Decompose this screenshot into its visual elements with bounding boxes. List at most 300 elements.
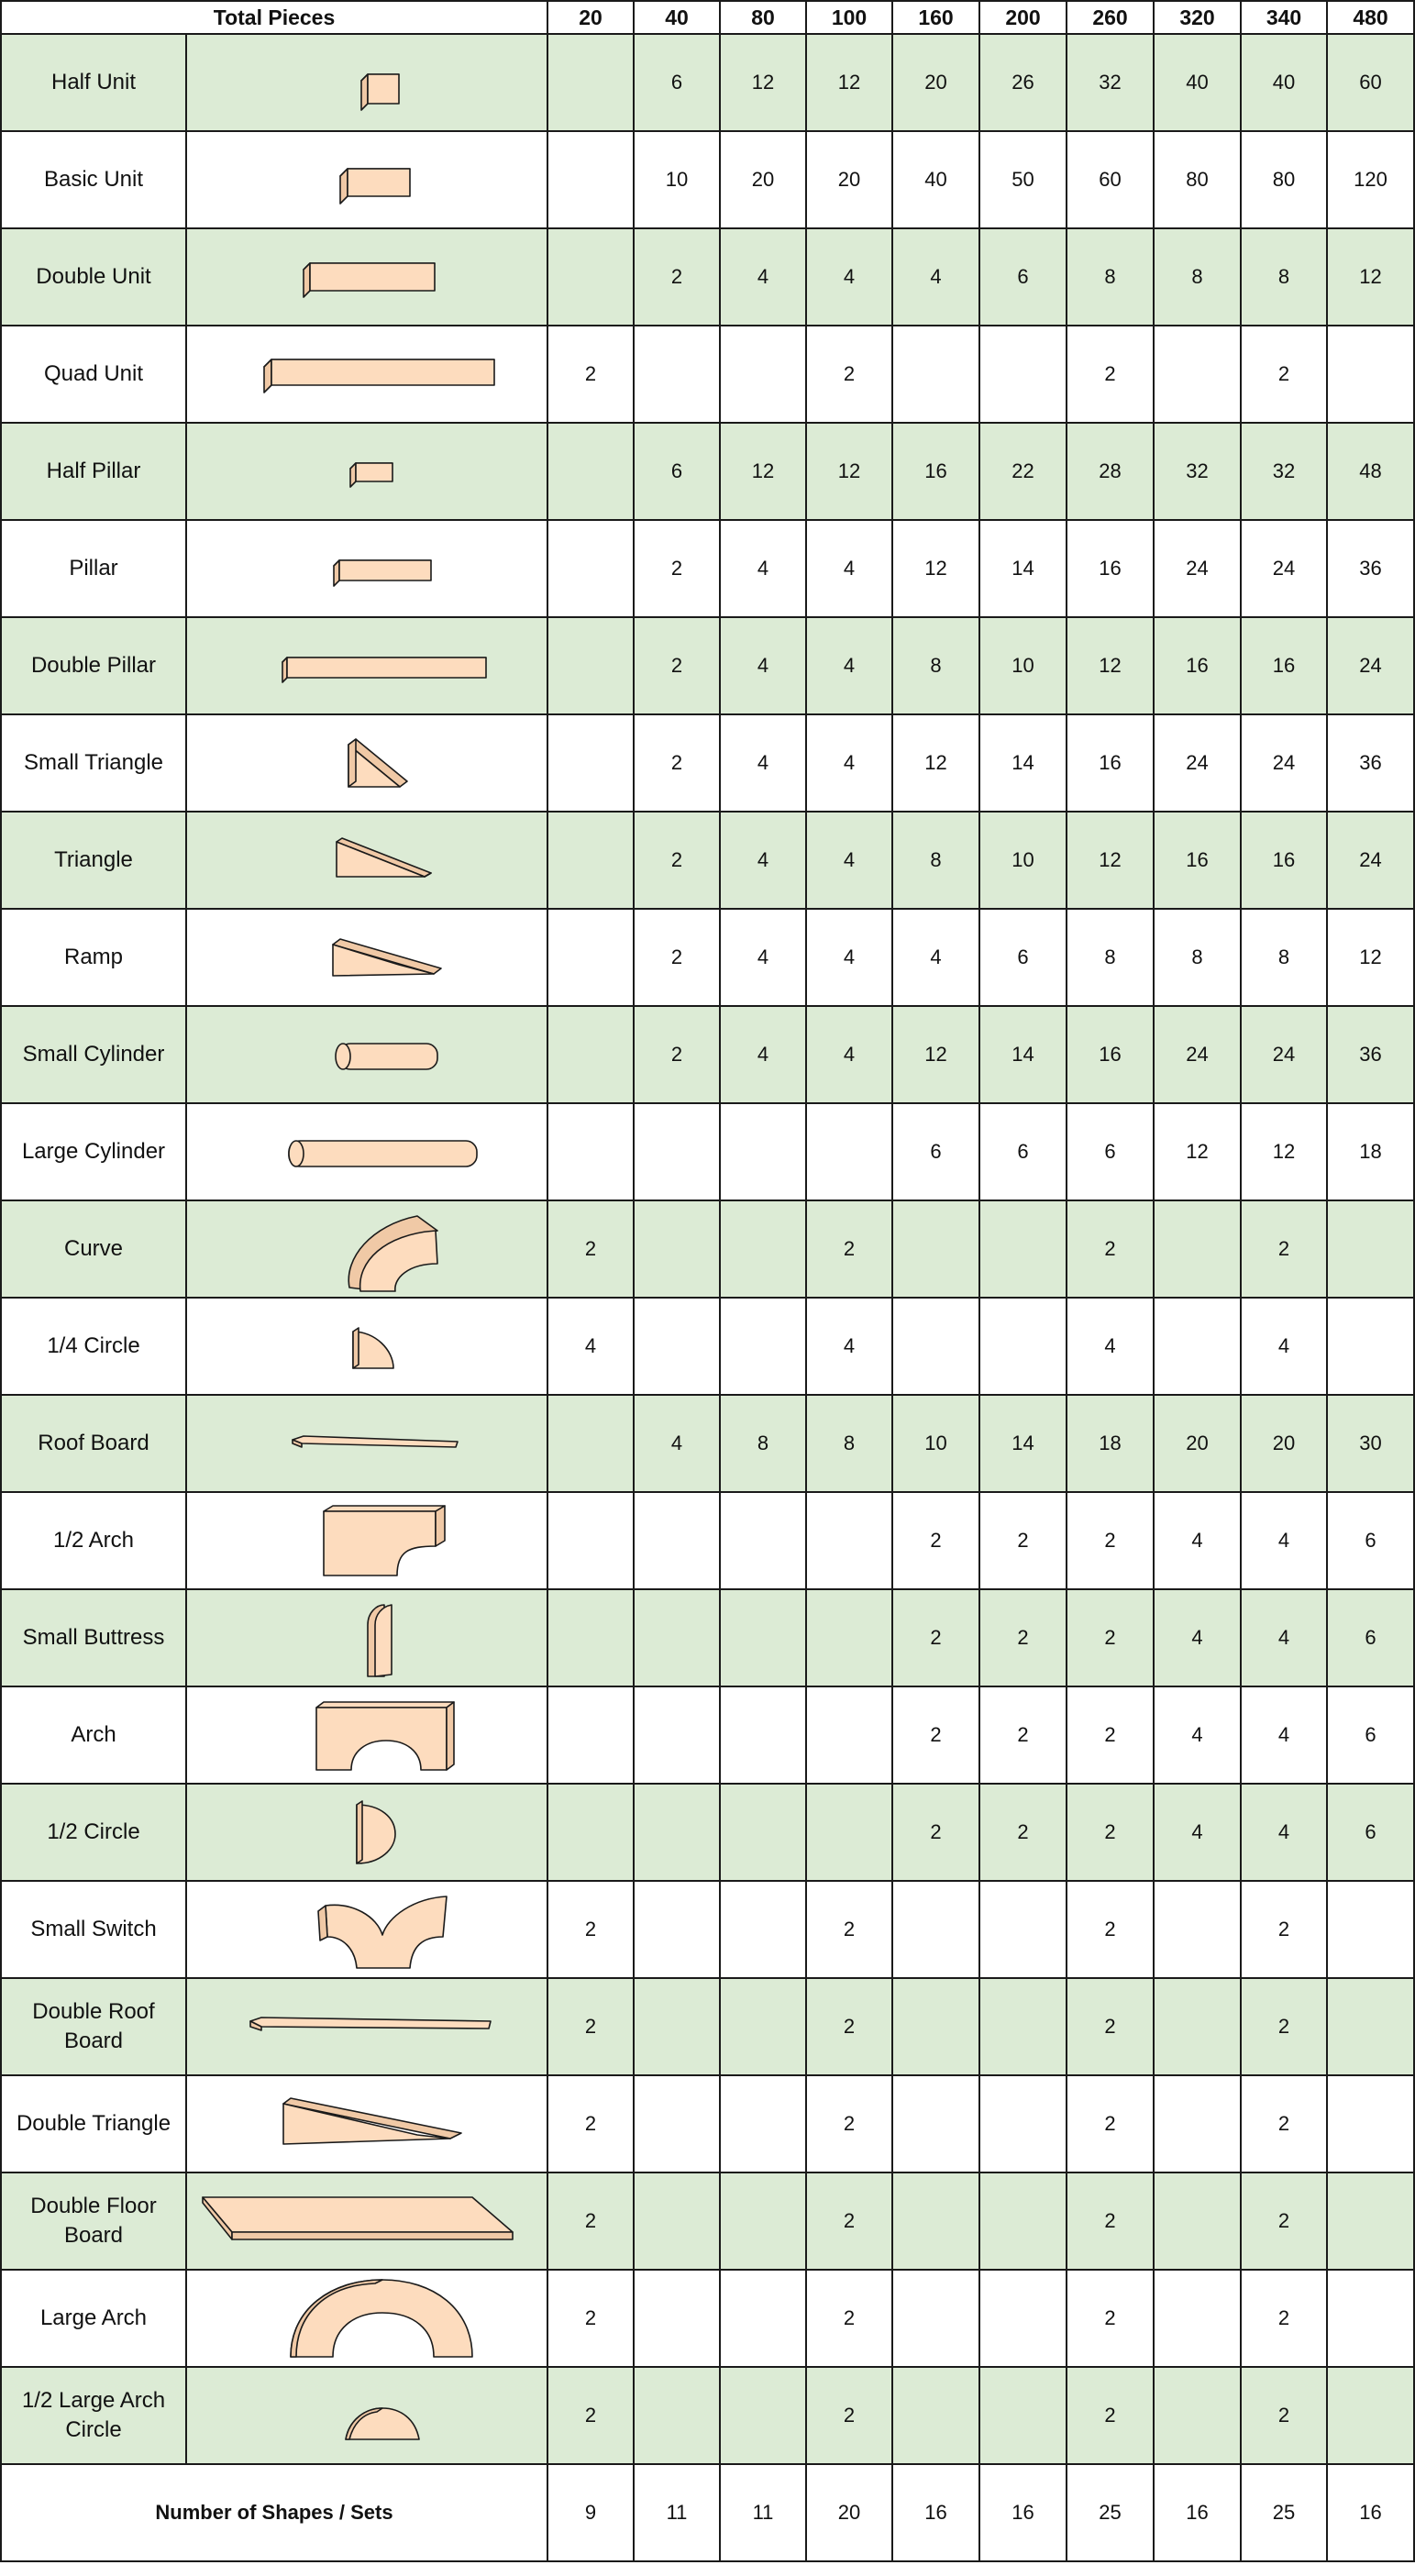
count-cell: 6 [979,228,1067,326]
count-cell [1154,1881,1241,1978]
count-cell: 4 [720,909,806,1006]
piece-shape-cell [186,1103,547,1200]
count-cell: 30 [1327,1395,1414,1492]
count-cell [720,1589,806,1686]
count-cell: 20 [806,131,892,228]
count-cell: 2 [1241,2075,1327,2172]
total-cell: 20 [806,2464,892,2561]
count-cell: 20 [720,131,806,228]
count-cell: 6 [1327,1589,1414,1686]
count-cell: 2 [1241,2172,1327,2270]
total-cell: 25 [1241,2464,1327,2561]
set-header: 480 [1327,1,1414,34]
count-cell: 2 [1067,2270,1154,2367]
piece-name: Double Unit [1,228,186,326]
table-row [1,2075,1414,2172]
table-row [1,326,1414,423]
set-header: 200 [979,1,1067,34]
count-cell: 12 [1241,1103,1327,1200]
count-cell: 6 [634,423,720,520]
total-cell: 11 [634,2464,720,2561]
piece-shape-cell [186,1589,547,1686]
count-cell: 16 [892,423,979,520]
table-row [1,520,1414,617]
count-cell: 2 [634,228,720,326]
table-row [1,2172,1414,2270]
table-row [1,131,1414,228]
piece-shape-cell [186,423,547,520]
set-header: 160 [892,1,979,34]
count-cell: 40 [1241,34,1327,131]
count-cell [892,1978,979,2075]
piece-name: Large Arch [1,2270,186,2367]
count-cell [634,1686,720,1784]
count-cell: 2 [547,1881,634,1978]
count-cell: 4 [720,714,806,812]
count-cell [547,909,634,1006]
count-cell: 2 [634,909,720,1006]
count-cell: 24 [1241,714,1327,812]
piece-name: 1/2 Circle [1,1784,186,1881]
count-cell [547,812,634,909]
piece-name: Half Unit [1,34,186,131]
count-cell [547,1492,634,1589]
count-cell: 48 [1327,423,1414,520]
count-cell: 80 [1154,131,1241,228]
large-cylinder-icon [188,1106,546,1198]
count-cell: 4 [720,1006,806,1103]
count-cell: 8 [1154,228,1241,326]
count-cell [892,1200,979,1298]
piece-name: 1/2 Arch [1,1492,186,1589]
table-row [1,228,1414,326]
count-cell [1327,326,1414,423]
arch-icon [188,1689,546,1781]
count-cell: 26 [979,34,1067,131]
count-cell: 2 [547,2270,634,2367]
table-row [1,617,1414,714]
count-cell: 2 [634,617,720,714]
piece-name: Small Cylinder [1,1006,186,1103]
double-triangle-icon [188,2078,546,2170]
set-header: 40 [634,1,720,34]
count-cell: 4 [1241,1784,1327,1881]
count-cell [1154,1298,1241,1395]
count-cell [547,1784,634,1881]
count-cell: 12 [1067,617,1154,714]
count-cell: 4 [806,909,892,1006]
double-unit-icon [188,231,546,323]
table-row [1,1784,1414,1881]
piece-shape-cell [186,2075,547,2172]
count-cell: 12 [892,714,979,812]
count-cell [720,326,806,423]
count-cell: 36 [1327,520,1414,617]
count-cell: 4 [806,1006,892,1103]
count-cell: 4 [1241,1589,1327,1686]
count-cell: 2 [806,2075,892,2172]
piece-name: Curve [1,1200,186,1298]
count-cell: 2 [892,1492,979,1589]
totals-label: Number of Shapes / Sets [1,2464,547,2561]
count-cell: 2 [1067,2367,1154,2464]
count-cell: 2 [806,2270,892,2367]
count-cell [979,1978,1067,2075]
count-cell: 2 [547,326,634,423]
count-cell: 4 [1154,1589,1241,1686]
count-cell [634,1200,720,1298]
curve-icon [188,1203,546,1295]
half-pillar-icon [188,426,546,517]
count-cell: 2 [806,2172,892,2270]
count-cell: 8 [806,1395,892,1492]
count-cell: 2 [892,1686,979,1784]
table-row [1,1978,1414,2075]
small-buttress-icon [188,1592,546,1684]
count-cell: 4 [892,909,979,1006]
count-cell [1154,2367,1241,2464]
count-cell [979,2075,1067,2172]
count-cell: 4 [806,520,892,617]
count-cell: 2 [806,2367,892,2464]
count-cell: 2 [1067,1200,1154,1298]
count-cell [547,131,634,228]
count-cell: 16 [1154,812,1241,909]
piece-shape-cell [186,2172,547,2270]
count-cell: 4 [806,1298,892,1395]
count-cell [720,2172,806,2270]
count-cell: 14 [979,520,1067,617]
count-cell [634,326,720,423]
count-cell: 12 [892,520,979,617]
count-cell: 2 [1067,1881,1154,1978]
count-cell: 24 [1154,520,1241,617]
count-cell: 4 [720,228,806,326]
piece-shape-cell [186,909,547,1006]
count-cell [892,326,979,423]
count-cell: 6 [1327,1492,1414,1589]
triangle-icon [188,814,546,906]
count-cell: 10 [979,617,1067,714]
count-cell [634,2075,720,2172]
count-cell [547,228,634,326]
large-arch-icon [188,2272,546,2364]
piece-shape-cell [186,1006,547,1103]
count-cell [979,2172,1067,2270]
count-cell: 6 [1327,1784,1414,1881]
set-header: 20 [547,1,634,34]
count-cell: 10 [979,812,1067,909]
count-cell: 2 [1241,1881,1327,1978]
count-cell: 2 [1067,1589,1154,1686]
piece-shape-cell [186,2367,547,2464]
count-cell: 2 [1067,1492,1154,1589]
count-cell: 12 [1154,1103,1241,1200]
piece-shape-cell [186,131,547,228]
count-cell: 20 [1241,1395,1327,1492]
count-cell: 4 [1154,1686,1241,1784]
count-cell [806,1686,892,1784]
count-cell: 36 [1327,714,1414,812]
count-cell: 12 [1327,909,1414,1006]
piece-shape-cell [186,1200,547,1298]
count-cell [979,1298,1067,1395]
count-cell: 2 [547,1978,634,2075]
count-cell [547,1395,634,1492]
count-cell [634,1589,720,1686]
table-row [1,1881,1414,1978]
piece-shape-cell [186,1395,547,1492]
half-circle-icon [188,1786,546,1878]
count-cell [892,1298,979,1395]
count-cell: 28 [1067,423,1154,520]
total-cell: 16 [979,2464,1067,2561]
count-cell: 2 [634,1006,720,1103]
count-cell: 2 [1241,1978,1327,2075]
piece-name: Pillar [1,520,186,617]
piece-name: Small Switch [1,1881,186,1978]
set-header: 260 [1067,1,1154,34]
count-cell: 6 [634,34,720,131]
count-cell: 50 [979,131,1067,228]
count-cell: 4 [806,812,892,909]
count-cell: 8 [1241,909,1327,1006]
piece-shape-cell [186,228,547,326]
count-cell [1154,2075,1241,2172]
piece-name: 1/4 Circle [1,1298,186,1395]
table-row [1,1395,1414,1492]
total-cell: 11 [720,2464,806,2561]
piece-name: 1/2 Large Arch Circle [1,2367,186,2464]
count-cell [1327,2270,1414,2367]
count-cell: 2 [547,2075,634,2172]
count-cell: 32 [1067,34,1154,131]
count-cell: 6 [892,1103,979,1200]
count-cell: 4 [1241,1686,1327,1784]
count-cell: 12 [1327,228,1414,326]
count-cell: 2 [547,2367,634,2464]
count-cell: 2 [806,326,892,423]
count-cell [892,2270,979,2367]
count-cell [1154,1200,1241,1298]
count-cell [547,714,634,812]
count-cell [547,1103,634,1200]
count-cell [547,617,634,714]
count-cell: 20 [892,34,979,131]
count-cell: 2 [892,1589,979,1686]
half-arch-icon [188,1495,546,1587]
count-cell: 80 [1241,131,1327,228]
count-cell: 12 [806,423,892,520]
count-cell: 6 [1067,1103,1154,1200]
count-cell [720,1103,806,1200]
piece-name: Double Pillar [1,617,186,714]
piece-shape-cell [186,1978,547,2075]
count-cell: 16 [1067,714,1154,812]
piece-name: Basic Unit [1,131,186,228]
count-cell: 2 [634,520,720,617]
count-cell: 2 [634,714,720,812]
count-cell: 12 [1067,812,1154,909]
piece-shape-cell [186,617,547,714]
count-cell [720,1492,806,1589]
count-cell: 14 [979,714,1067,812]
table-row [1,1492,1414,1589]
count-cell: 2 [1067,2075,1154,2172]
table-row [1,423,1414,520]
count-cell: 24 [1154,1006,1241,1103]
total-cell: 9 [547,2464,634,2561]
header-row [1,1,1414,34]
count-cell: 2 [806,1200,892,1298]
count-cell [634,1298,720,1395]
count-cell: 8 [720,1395,806,1492]
piece-name: Double Triangle [1,2075,186,2172]
count-cell: 4 [720,520,806,617]
count-cell: 2 [979,1589,1067,1686]
total-cell: 16 [892,2464,979,2561]
count-cell [1154,1978,1241,2075]
total-cell: 16 [1154,2464,1241,2561]
half-large-arch-circle-icon [188,2370,546,2461]
totals-row [1,2464,1414,2561]
set-header: 320 [1154,1,1241,34]
count-cell: 120 [1327,131,1414,228]
piece-name: Triangle [1,812,186,909]
count-cell: 4 [720,617,806,714]
count-cell [1327,1881,1414,1978]
count-cell: 8 [1241,228,1327,326]
count-cell: 12 [720,34,806,131]
count-cell: 4 [720,812,806,909]
table-row [1,714,1414,812]
count-cell [547,520,634,617]
count-cell: 2 [1067,2172,1154,2270]
table-row [1,2367,1414,2464]
count-cell [547,423,634,520]
count-cell [720,1686,806,1784]
piece-name: Small Triangle [1,714,186,812]
count-cell [547,34,634,131]
count-cell [1327,1298,1414,1395]
count-cell [806,1589,892,1686]
basic-unit-icon [188,134,546,226]
count-cell [634,2172,720,2270]
count-cell [720,1978,806,2075]
piece-shape-cell [186,2270,547,2367]
count-cell [979,1881,1067,1978]
count-cell: 14 [979,1006,1067,1103]
count-cell [720,1298,806,1395]
table-row [1,812,1414,909]
count-cell: 24 [1241,520,1327,617]
set-header: 340 [1241,1,1327,34]
piece-shape-cell [186,714,547,812]
count-cell: 8 [1154,909,1241,1006]
table-row [1,1103,1414,1200]
count-cell: 6 [979,1103,1067,1200]
count-cell [806,1103,892,1200]
count-cell: 2 [806,1881,892,1978]
count-cell: 2 [1067,1784,1154,1881]
count-cell [634,1103,720,1200]
count-cell [1327,1200,1414,1298]
piece-name: Quad Unit [1,326,186,423]
count-cell: 2 [1241,2270,1327,2367]
count-cell [979,2270,1067,2367]
count-cell: 2 [1241,1200,1327,1298]
table-row [1,909,1414,1006]
count-cell: 2 [892,1784,979,1881]
count-cell: 4 [547,1298,634,1395]
count-cell: 32 [1241,423,1327,520]
total-cell: 16 [1327,2464,1414,2561]
small-cylinder-icon [188,1009,546,1100]
count-cell [892,2075,979,2172]
small-triangle-icon [188,717,546,809]
count-cell: 4 [1241,1492,1327,1589]
count-cell [1327,1978,1414,2075]
count-cell: 18 [1327,1103,1414,1200]
double-floor-board-icon [188,2175,546,2267]
count-cell: 4 [806,714,892,812]
piece-shape-cell [186,1784,547,1881]
piece-name: Half Pillar [1,423,186,520]
count-cell: 22 [979,423,1067,520]
double-roof-board-icon [188,1981,546,2073]
count-cell [720,1200,806,1298]
count-cell [979,326,1067,423]
total-cell: 25 [1067,2464,1154,2561]
count-cell: 10 [634,131,720,228]
count-cell: 16 [1067,1006,1154,1103]
piece-shape-cell [186,812,547,909]
table-title: Total Pieces [1,1,547,34]
count-cell: 16 [1241,617,1327,714]
count-cell [634,1784,720,1881]
count-cell [720,1784,806,1881]
piece-name: Double Roof Board [1,1978,186,2075]
count-cell: 2 [547,2172,634,2270]
count-cell: 4 [634,1395,720,1492]
count-cell: 12 [806,34,892,131]
piece-shape-cell [186,520,547,617]
table-row [1,1298,1414,1395]
count-cell [806,1784,892,1881]
piece-shape-cell [186,34,547,131]
small-switch-icon [188,1884,546,1975]
count-cell: 2 [806,1978,892,2075]
count-cell [634,1492,720,1589]
count-cell: 4 [1241,1298,1327,1395]
piece-name: Small Buttress [1,1589,186,1686]
count-cell: 18 [1067,1395,1154,1492]
count-cell: 2 [979,1784,1067,1881]
piece-shape-cell [186,1298,547,1395]
count-cell [547,1686,634,1784]
count-cell: 2 [1241,2367,1327,2464]
count-cell [892,2367,979,2464]
count-cell: 14 [979,1395,1067,1492]
count-cell: 24 [1327,617,1414,714]
quad-unit-icon [188,328,546,420]
piece-name: Double Floor Board [1,2172,186,2270]
count-cell: 24 [1241,1006,1327,1103]
count-cell: 8 [892,617,979,714]
ramp-icon [188,912,546,1003]
half-unit-icon [188,37,546,128]
double-pillar-icon [188,620,546,712]
